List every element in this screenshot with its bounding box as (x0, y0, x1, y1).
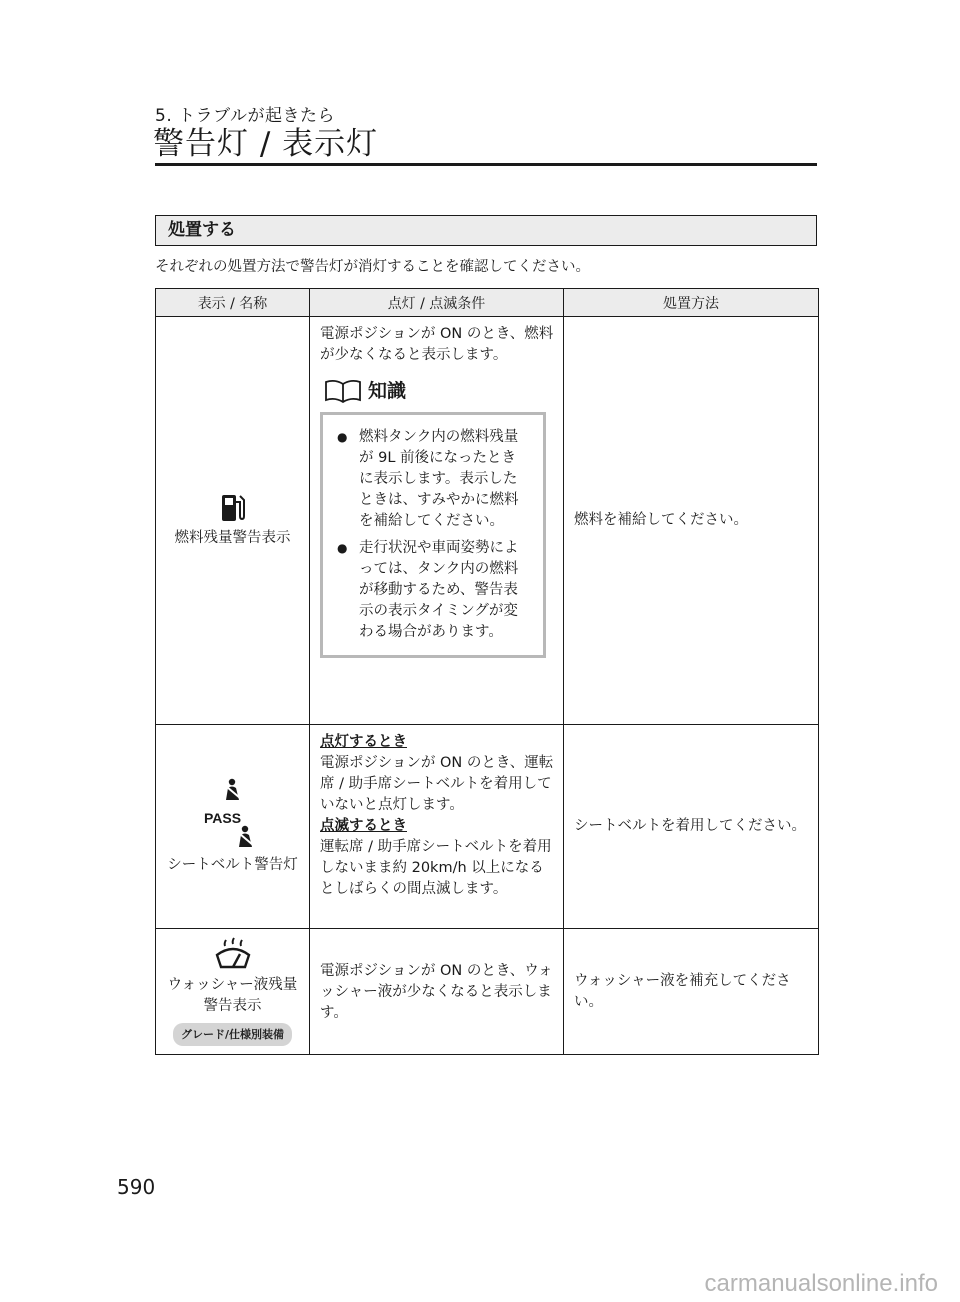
washer-condition-text: 電源ポジションが ON のとき、ウォッシャー液が少なくなると表示します。 (320, 962, 553, 1021)
passenger-seatbelt-icon (235, 825, 257, 849)
blinks-text: 運転席 / 助手席シートベルトを着用しないまま約 20km/h 以上になるとしばらくの間点滅します。 (320, 839, 552, 897)
fuel-warning-name: 燃料残量警告表示 (174, 530, 291, 546)
page-title: 警告灯 / 表示灯 (153, 126, 379, 162)
table-row-fuel (156, 317, 819, 725)
knowledge-item (333, 427, 529, 532)
table-header-row (156, 289, 819, 317)
lights-on-heading: 点灯するとき (320, 734, 407, 750)
watermark: carmanualsonline.info (704, 1270, 938, 1297)
washer-name-cell (156, 929, 310, 1055)
washer-fluid-icon (213, 937, 253, 971)
knowledge-item-text: 燃料タンク内の燃料残量が 9L 前後になったときに表示します。表示したときは、すみやかに燃料を補給してください。 (359, 429, 519, 529)
equipment-badge: グレード/仕様別装備 (173, 1023, 292, 1046)
section-title: 処置する (168, 220, 236, 240)
table-row-seatbelt (156, 725, 819, 929)
knowledge-item (333, 538, 529, 643)
fuel-name-cell (156, 317, 310, 725)
column-header-display-name: 表示 / 名称 (156, 289, 310, 317)
warning-table (155, 288, 819, 1055)
lights-on-text: 電源ポジションが ON のとき、運転席 / 助手席シートベルトを着用していないと点灯します。 (320, 755, 554, 813)
fuel-action-text: 燃料を補給してください。 (574, 512, 748, 528)
knowledge-title: 知識 (368, 379, 407, 402)
section-header (155, 215, 817, 246)
fuel-condition-cell (310, 317, 564, 725)
knowledge-item-text: 走行状況や車両姿勢によっては、タンク内の燃料が移動するため、警告表示の表示タイミングが変わる場合があります。 (359, 540, 519, 640)
title-divider (155, 163, 817, 166)
seatbelt-name-cell (156, 725, 310, 929)
seatbelt-warning-name: シートベルト警告灯 (167, 856, 298, 873)
fuel-pump-icon (220, 492, 246, 524)
breadcrumb: 5. トラブルが起きたら (155, 106, 335, 126)
knowledge-box (320, 412, 546, 658)
section-intro: それぞれの処置方法で警告灯が消灯することを確認してください。 (155, 259, 590, 275)
seatbelt-condition-cell (310, 725, 564, 929)
column-header-action: 処置方法 (564, 289, 819, 317)
knowledge-heading (322, 378, 555, 404)
bullet-icon: ● (337, 430, 348, 444)
washer-action-text: ウォッシャー液を補充してください。 (574, 972, 791, 1010)
page-number: 590 (117, 1175, 156, 1199)
seatbelt-action-text: シートベルトを着用してください。 (574, 818, 806, 834)
seatbelt-icon (222, 778, 244, 802)
washer-action-cell (564, 929, 819, 1055)
table-row-washer (156, 929, 819, 1055)
washer-condition-cell (310, 929, 564, 1055)
fuel-action-cell (564, 317, 819, 725)
fuel-condition-text: 電源ポジションが ON のとき、燃料が少なくなると表示します。 (320, 326, 554, 363)
book-icon (322, 378, 364, 404)
seatbelt-action-cell (564, 725, 819, 929)
blinks-heading: 点滅するとき (320, 818, 407, 834)
pass-label: PASS (203, 809, 242, 826)
column-header-condition: 点灯 / 点滅条件 (310, 289, 564, 317)
passenger-indicator (162, 806, 303, 849)
washer-warning-name: ウォッシャー液残量警告表示 (167, 977, 298, 1014)
bullet-icon: ● (337, 541, 348, 555)
